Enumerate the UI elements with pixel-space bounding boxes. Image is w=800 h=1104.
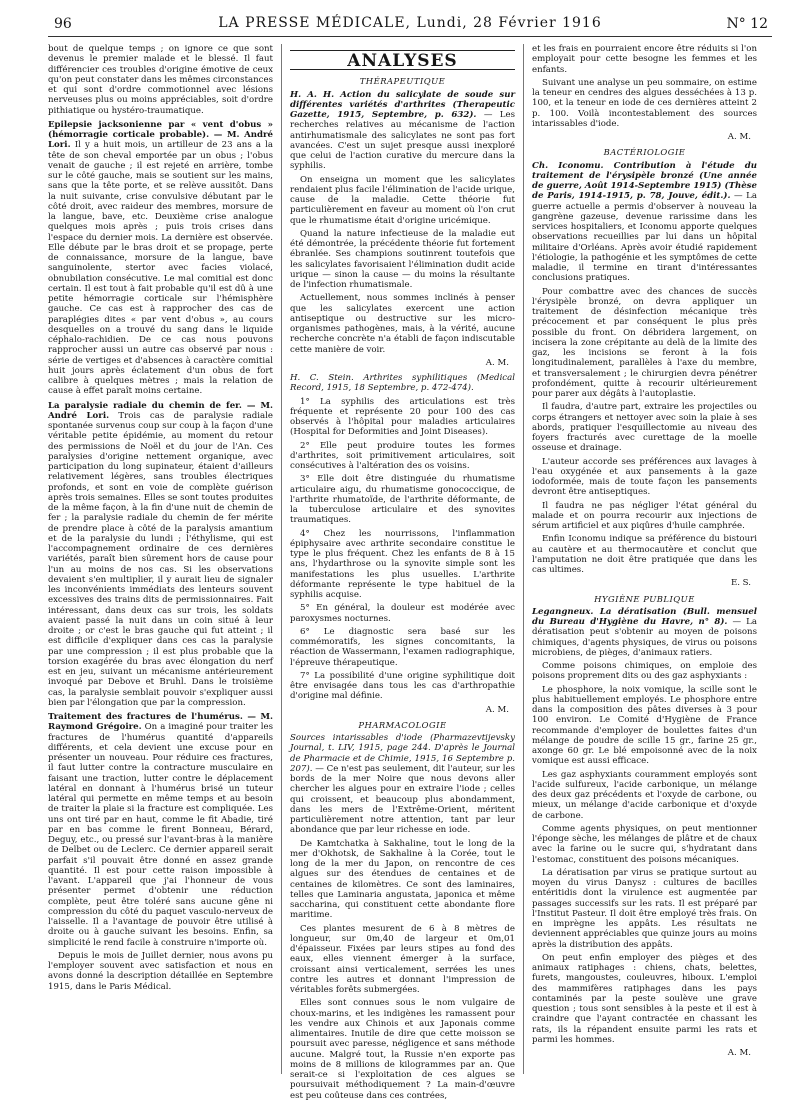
paragraph: Enfin Iconomu indique sa préférence du bistouri au cautère et au thermocautère et conclut que l'amputation ne doit être pratiquée que dans les cas ultimes. bbox=[532, 534, 757, 575]
section-heading: HYGIÈNE PUBLIQUE bbox=[594, 593, 695, 604]
paragraph: On enseigna un moment que les salicylates rendaient plus facile l'élimination de l'acide urique, cause de la maladie. Cette théorie fut particulièrement en faveur au moment où l'on crut que le rhumatisme était d'origine uricémique. bbox=[290, 174, 515, 226]
paragraph: Quand la nature infectieuse de la maladie eut été démontrée, la précédente théorie fut fortement ébranlée. Ses champions soutinrent toutefois que les salicylates favorisaient l'élimination dudit acide urique — sinon la cause — du moins la résultante de l'infection rhumatismale. bbox=[290, 228, 515, 290]
paragraph: Le phosphore, la noix vomique, la scille sont le plus habituellement employés. Le phosphore entre dans la composition des pâtes diverses à 3 pour 100 environ. Le Comité d'Hygiène de France recommande d'employer de boulettes faites d'un mélange de poudre de scille 15 gr., farine 25 gr., axonge 60 gr. Le blé empoisonné avec de la noix vomique est aussi efficace. bbox=[532, 684, 757, 767]
paragraph: 5° En général, la douleur est modérée avec paroxysmes nocturnes. bbox=[290, 603, 515, 624]
signature: A. M. bbox=[485, 704, 509, 715]
article-paralysie bbox=[48, 401, 273, 709]
paragraph: 6° Le diagnostic sera basé sur les commémoratifs, les signes concomitants, la réaction de Wassermann, l'examen radiographique, l'épreuve thérapeutique. bbox=[290, 626, 515, 668]
paragraph: 1° La syphilis des articulations est très fréquente et représente 20 pour 100 des cas observés à l'hôpital pour maladies articulaires (Hospital for Deformities and Joint Diseases). bbox=[290, 396, 515, 438]
analysis-text: — La dératisation peut s'obtenir au moyen de poisons chimiques, d'agents physiques, de virus ou poisons microbiens, de pièges, d'animaux ratiers. bbox=[532, 617, 758, 658]
signature: A. M. bbox=[485, 357, 509, 368]
journal-title: LA PRESSE MÉDICALE, Lundi, 28 Février 1916 bbox=[218, 15, 602, 31]
paragraph: Pour combattre avec des chances de succès l'érysipèle bronzé, on devra appliquer un traitement de désinfection mécanique très précocement et par conséquent le plus près possible du front. On débridera largement, on incisera la zone crépitante au delà de la limite des gaz, les incisions se feront à la fois longitudinalement, parallèles à l'axe du membre, et transversalement ; le chirurgien devra pénétrer profondément, quitte à recourir ultérieurement pour parer aux dégâts à l'autoplastie. bbox=[532, 286, 757, 399]
paragraph: 4° Chez les nourrissons, l'inflammation épiphysaire avec arthrite secondaire constitue le type le plus fréquent. Chez les enfants de 8 à 15 ans, l'hydarthrose ou la synovite simple sont les manifestations les plus usuelles. L'arthrite déformante représente le type habituel de la syphilis acquise. bbox=[290, 528, 515, 600]
paragraph: Elles sont connues sous le nom vulgaire de choux-marins, et les indigènes les ramassent pour les vendre aux Chinois et aux Japonais comme alimentaires. Inutile de dire que cette moisson se poursuit avec paresse, négligence et sans méthode aucune. Malgré tout, la Russie n'en exporte pas moins de 8 millions de kilogrammes par an. Que serait-ce si l'exploitation de ces algues se poursuivait méthodiquement ? La main-d'œuvre est peu coûteuse dans ces contrées, bbox=[290, 998, 515, 1101]
page-header bbox=[48, 14, 772, 37]
analysis-title: Ch. Iconomu. Contribution à l'étude du traitement de l'érysipèle bronzé (Une année de guerre, Août 1914-Septembre 1915) (Thèse de Paris, 1914-1915, p. 78, Jouve, édit.). bbox=[532, 160, 757, 202]
analysis-text: — Ce n'est pas seulement, dit l'auteur, sur les bords de la mer Noire que nous devons aller chercher les algues pour en extraire l'iode ; celles qui croissent, et beaucoup plus abondamment, dans les mers de l'Extrême-Orient, méritent particulièrement notre attention, tant par leur abondance que par leur richesse en iode. bbox=[290, 763, 515, 836]
paragraph: bout de quelque temps ; on ignore ce que sont devenus le premier malade et le blessé. Il faut différencier ces troubles d'origine émotive de ceux qu'on peut constater dans les mêmes circonstances et qui sont d'ordre commotionnel avec lésions nerveuses plus ou moins appréciables, soit d'ordre pithiatique ou hystéro-traumatique. bbox=[48, 44, 273, 116]
signature: A. M. bbox=[727, 1048, 751, 1058]
column-1 bbox=[48, 44, 273, 995]
section-banner: ANALYSES bbox=[290, 50, 515, 70]
column-2 bbox=[290, 44, 515, 1104]
analysis-title: H. A. H. Action du salicylate de soude sur différentes variétés d'arthrites (Therapeutic Gazette, 1915, Septembre, p. 632). bbox=[290, 89, 515, 120]
paragraph: Il faudra, d'autre part, extraire les projectiles ou corps étrangers et nettoyer avec soin la plaie à ses abords, pratiquer l'esquillectomie au niveau des foyers fracturés avec curettage de la moelle osseuse et drainage. bbox=[532, 402, 757, 454]
article-text: On a imaginé pour traiter les fractures de l'humérus quantité d'appareils différents, et cela devient une excuse pour en présenter un nouveau. Pour réduire ces fractures, il faut lutter contre la contracture musculaire en faisant une traction, lutter contre le déplacement latéral en donnant à l'humérus brisé un tuteur latéral qui permette en même temps et au besoin de traiter la plaie si la fracture est compliquée. Les uns ont tiré par en haut, comme le fit Abadie, tiré par en bas comme le firent Bonneau, Bérard, Deguy, etc., ou pressé sur l'avant-bras à la manière de Delbet ou de Leclerc. Ce dernier appareil serait parfait s'il pouvait être donné en assez grande quantité. Il est pour cette raison impossible à l'avant. L'appareil que j'ai l'honneur de vous présenter permet d'obtenir une réduction complète, peut être toléré sans aucune gêne ni compression du côté du paquet vasculo-nerveux de l'aisselle. Il a l'avantage de pouvoir être utilisé à droite ou à gauche suivant les besoins. Enfin, sa simplicité le rend facile à construire n'importe où. bbox=[48, 722, 273, 948]
analysis-syphilis bbox=[290, 373, 515, 394]
paragraph: Comme agents physiques, on peut mentionner l'éponge sèche, les mélanges de plâtre et de chaux avec la farine ou le sucre qui, s'hydratant dans l'estomac, constituent des poisons mécaniques. bbox=[532, 823, 757, 865]
column-divider bbox=[281, 44, 282, 1074]
paragraph: 2° Elle peut produire toutes les formes d'arthrites, soit primitivement articulaires, soit consécutives à l'altération des os voisins. bbox=[290, 440, 515, 471]
article-text: Trois cas de paralysie radiale spontanée survenus coup sur coup à la façon d'une véritable petite épidémie, au moment du retour des permissions de Noël et du jour de l'An. Ces paralysies d'origine nettement organique, avec participation du long supinateur, étaient d'ailleurs relativement légères, sans troubles électriques profonds, et sont en voie de complète guérison après trois semaines. Elles se sont toutes produites de la même façon, à la fin d'une nuit de chemin de fer ; la paralysie radiale du chemin de fer mérite de prendre place à côté de la paralysis amantium et de la paralysie du lundi ; l'éthylisme, qui est l'accompagnement ordinaire de ces dernières variétés, paraît bien sûrement hors de cause pour l'un au moins de nos cas. Si les observations devaient s'en multiplier, il y aurait lieu de signaler les inconvénients immédiats des lenteurs souvent excessives des trains dits de permissionnaires. Fait intéressant, dans deux cas sur trois, les soldats avaient passé la nuit dans un coin situé à leur droite ; or c'est le bras gauche qui fut atteint ; il est difficile d'expliquer dans ces cas la paralysie par une compression ; il est plus probable que la torsion exagérée du bras avec élongation du nerf est en jeu, suivant un mécanisme antérieurement invoqué par Debove et Bruhl. Dans le troisième cas, la paralysie semblait pouvoir s'expliquer aussi bien par l'élongation que par la compression. bbox=[48, 410, 273, 708]
article-humerus bbox=[48, 712, 273, 948]
analysis-deratisation bbox=[532, 607, 757, 658]
paragraph: De Kamtchatka à Sakhaline, tout le long de la mer d'Okhotsk, de Sakhaline à la Corée, tout le long de la mer du Japon, on rencontre de ces algues sur des étendues de centaines et de centaines de kilomètres. Ce sont des laminaires, telles que Laminaria angustata, japonica et même saccharina, qui constituent cette abondante flore maritime. bbox=[290, 838, 515, 921]
signature: E. S. bbox=[730, 578, 751, 589]
analysis-text: — Les recherches relatives au mécanisme de l'action antirhumatismale des salicylates ne sont pas fort avancées. C'est un sujet presque aussi inexploré que celui de l'action curative du mercure dans la syphilis. bbox=[290, 110, 516, 172]
paragraph: Comme poisons chimiques, on emploie des poisons proprement dits ou des gaz asphyxiants : bbox=[532, 661, 757, 682]
paragraph: 7° La possibilité d'une origine syphilitique doit être envisagée dans tous les cas d'arthropathie d'origine mal définie. bbox=[290, 670, 515, 702]
paragraph: La dératisation par virus se pratique surtout au moyen du virus Danysz : cultures de bacilles entéritidis dont la virulence est augmentée par passages successifs sur les rats. Il est préparé par l'Institut Pasteur. Il doit être employé très frais. On en imprègne les appâts. Les résultats ne deviennent appréciables que quinze jours au moins après la distribution des appâts. bbox=[532, 867, 757, 950]
analysis-iode bbox=[290, 733, 515, 836]
paragraph: L'auteur accorde ses préférences aux lavages à l'eau oxygénée et aux pansements à la gaze iodoformée, mais de toute façon les pansements devront être antiseptiques. bbox=[532, 456, 757, 498]
paragraph: Les gaz asphyxiants couramment employés sont l'acide sulfureux, l'acide carbonique, un mélange des deux gaz précédents et l'oxyde de carbone, ou mieux, un mélange d'acide carbonique et d'oxyde de carbone. bbox=[532, 769, 757, 821]
article-title: Epilepsie jacksonienne par « vent d'obus » (hémorragie corticale probable). — M. André Lori. bbox=[48, 119, 273, 151]
section-heading: BACTÉRIOLOGIE bbox=[603, 147, 686, 158]
paragraph: Il faudra ne pas négliger l'état général du malade et on pourra recourir aux injections de sérum artificiel et aux piqûres d'huile camphrée. bbox=[532, 500, 757, 531]
paragraph: 3° Elle doit être distinguée du rhumatisme articulaire aigu, du rhumatisme gonococcique, de l'arthrite rhumatoïde, de l'arthrite déformante, de la tuberculose articulaire et des synovites traumatiques. bbox=[290, 474, 515, 526]
paragraph: Ces plantes mesurent de 6 à 8 mètres de longueur, sur 0m,40 de largeur et 0m,01 d'épaisseur. Fixées par leurs stipes au fond des eaux, elles viennent émerger à la surface, croissant ainsi verticalement, serrées les unes contre les autres et donnant l'impression de véritables forêts submergées. bbox=[290, 923, 515, 995]
analysis-title: Sources intarissables d'iode (Pharmazevtijevsky Journal, t. LIV, 1915, page 244. D'après le Journal de Pharmacie et de Chimie, 1915, 16 Septembre p. 207). bbox=[290, 733, 515, 774]
paragraph: et les frais en pourraient encore être réduits si l'on employait pour cette besogne les femmes et les enfants. bbox=[532, 44, 757, 75]
analysis-title: H. C. Stein. Arthrites syphilitiques (Medical Record, 1915, 18 Septembre, p. 472-474). bbox=[290, 373, 515, 394]
section-heading: THÉRAPEUTIQUE bbox=[359, 76, 446, 87]
signature: A. M. bbox=[727, 132, 751, 142]
analysis-text: — La guerre actuelle a permis d'observer à nouveau la gangrène gazeuse, devenue rarissime dans les services hospitaliers, et Iconomu apporte quelques observations recueillies par lui dans un hôpital militaire d'Orléans. Après avoir étudié rapidement l'étiologie, la pathogénie et les symptômes de cette maladie, il termine en tirant d'intéressantes conclusions pratiques. bbox=[532, 191, 757, 284]
paragraph: Depuis le mois de Juillet dernier, nous avons pu l'employer souvent avec satisfaction et nous en avons donné la description détaillée en Septembre 1915, dans le Paris Médical. bbox=[48, 950, 273, 992]
page-number: 96 bbox=[54, 16, 72, 32]
paragraph: Actuellement, nous sommes inclinés à penser que les salicylates exercent une action antiseptique ou destructive sur les micro-organismes pathogènes, mais, à la vérité, aucune recherche concrète n'a établi de façon indiscutable cette manière de voir. bbox=[290, 293, 515, 355]
paragraph: On peut enfin employer des pièges et des animaux ratiphages : chiens, chats, belettes, furets, mangoustes, couleuvres, hiboux. L'emploi des mammifères ratiphages dans les pays contaminés par la peste soulève une grave question ; tous sont sensibles à la peste et il est à craindre que l'ayant contractée en chassant les rats, ils la répandent ensuite parmi les rats et parmi les hommes. bbox=[532, 952, 757, 1045]
analysis-title: Legangneux. La dératisation (Bull. mensuel du Bureau d'Hygiène du Havre, n° 8). bbox=[532, 606, 757, 627]
column-3 bbox=[532, 44, 757, 1063]
issue-number: N° 12 bbox=[726, 16, 768, 32]
paragraph: Suivant une analyse un peu sommaire, on estime la teneur en cendres des algues desséchées à 13 p. 100, et la teneur en iode de ces dernières atteint 2 p. 100. Voilà incontestablement des sources intarissables d'iode. bbox=[532, 77, 757, 129]
article-title: La paralysie radiale du chemin de fer. — M. André Lori. bbox=[48, 400, 273, 421]
section-heading: PHARMACOLOGIE bbox=[358, 719, 447, 730]
article-epilepsie bbox=[48, 120, 273, 397]
column-divider bbox=[523, 44, 524, 1074]
analysis-erysipele bbox=[532, 161, 757, 284]
article-text: Il y a huit mois, un artilleur de 23 ans a la tête de son cheval emportée par un obus ; l'obus venait de gauche ; il est rejeté en arrière, tombe sur le côté gauche, mais se soutient sur les mains, sans que la tête porte, et se relève aussitôt. Dans la nuit suivante, crise convulsive débutant par le côté droit, avec raideur des membres, morsure de la langue, bave, etc. Deuxième crise analogue quelques mois après ; puis trois crises dans l'espace du dernier mois. La dernière est observée. Elle débute par le bras droit et se propage, perte de connaissance, morsure de la langue, bave sanguinolente, stertor avec facies violacé, obnubilation consécutive. Le mal comitial est donc certain. Il est tout à fait probable qu'il est dû à une petite hémorragie corticale sur l'hémisphère gauche. Ce cas est à rapprocher des cas de paraplégies dites « par vent d'obus », au cours desquelles on a trouvé du sang dans le liquide céphalo-rachidien. De ce cas nous pouvons rapprocher aussi un autre cas observé par nous : série de vertiges et d'absences à caractère comitial huit jours après éclatement d'un obus de fort calibre à quelques mètres ; mais la relation de cause à effet paraît moins certaine. bbox=[48, 140, 273, 397]
analysis-salicylate bbox=[290, 90, 515, 172]
article-title: Traitement des fractures de l'humérus. — M. Raymond Grégoire. bbox=[48, 712, 273, 733]
